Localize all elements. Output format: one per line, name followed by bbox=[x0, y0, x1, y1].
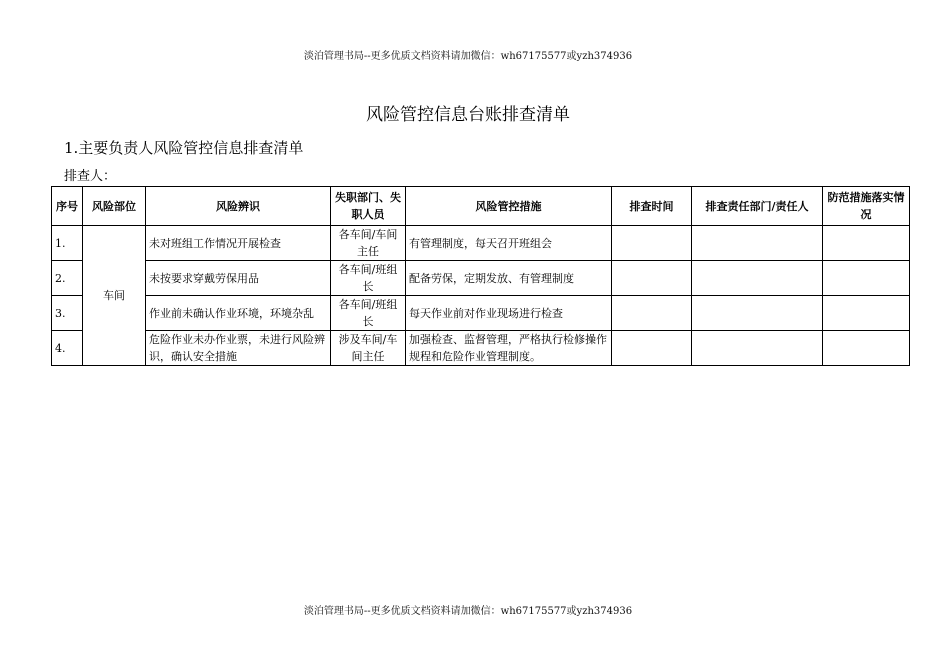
inspection-owner-cell bbox=[692, 261, 823, 296]
table-header-row bbox=[52, 187, 910, 226]
inspection-time-cell bbox=[612, 226, 692, 261]
header-control-measures: 风险管控措施 bbox=[406, 187, 612, 226]
risk-identification-cell: 危险作业未办作业票，未进行风险辨识，确认安全措施 bbox=[146, 331, 331, 366]
inspection-time-cell bbox=[612, 261, 692, 296]
header-risk-location: 风险部位 bbox=[83, 187, 146, 226]
control-measure-cell: 每天作业前对作业现场进行检查 bbox=[406, 296, 612, 331]
responsible-party-cell: 各车间/车间主任 bbox=[331, 226, 406, 261]
table-row bbox=[52, 261, 910, 296]
table-row bbox=[52, 296, 910, 331]
row-index: 3. bbox=[52, 296, 83, 331]
header-responsible-party: 失职部门、失职人员 bbox=[331, 187, 406, 226]
inspection-owner-cell bbox=[692, 296, 823, 331]
control-measure-cell: 配备劳保，定期发放、有管理制度 bbox=[406, 261, 612, 296]
risk-identification-cell: 未按要求穿戴劳保用品 bbox=[146, 261, 331, 296]
table-row bbox=[52, 331, 910, 366]
row-index: 1. bbox=[52, 226, 83, 261]
header-index: 序号 bbox=[52, 187, 83, 226]
header-note: 淡泊管理书局--更多优质文档资料请加微信：wh67175577或yzh374936 bbox=[303, 51, 633, 62]
section-title: 1.主要负责人风险管控信息排查清单 bbox=[64, 139, 304, 157]
control-measure-cell: 加强检查、监督管理，严格执行检修操作规程和危险作业管理制度。 bbox=[406, 331, 612, 366]
risk-identification-cell: 未对班组工作情况开展检查 bbox=[146, 226, 331, 261]
implementation-status-cell bbox=[823, 226, 910, 261]
inspection-time-cell bbox=[612, 331, 692, 366]
row-index: 2. bbox=[52, 261, 83, 296]
risk-ledger-table bbox=[51, 186, 910, 366]
inspection-owner-cell bbox=[692, 226, 823, 261]
inspection-owner-cell bbox=[692, 331, 823, 366]
implementation-status-cell bbox=[823, 261, 910, 296]
header-risk-identification: 风险辨识 bbox=[146, 187, 331, 226]
responsible-party-cell: 各车间/班组长 bbox=[331, 296, 406, 331]
table-row bbox=[52, 226, 910, 261]
header-inspection-time: 排查时间 bbox=[612, 187, 692, 226]
inspector-label: 排查人： bbox=[64, 169, 117, 184]
inspection-time-cell bbox=[612, 296, 692, 331]
responsible-party-cell: 各车间/班组长 bbox=[331, 261, 406, 296]
document-title: 风险管控信息台账排查清单 bbox=[366, 105, 570, 125]
header-inspection-owner: 排查责任部门/责任人 bbox=[692, 187, 823, 226]
row-index: 4. bbox=[52, 331, 83, 366]
responsible-party-cell: 涉及车间/车间主任 bbox=[331, 331, 406, 366]
implementation-status-cell bbox=[823, 296, 910, 331]
footer-note: 淡泊管理书局--更多优质文档资料请加微信：wh67175577或yzh374936 bbox=[303, 606, 633, 617]
risk-location-cell: 车间 bbox=[83, 226, 146, 366]
risk-identification-cell: 作业前未确认作业环境，环境杂乱 bbox=[146, 296, 331, 331]
header-implementation-status: 防范措施落实情况 bbox=[823, 187, 910, 226]
control-measure-cell: 有管理制度，每天召开班组会 bbox=[406, 226, 612, 261]
implementation-status-cell bbox=[823, 331, 910, 366]
